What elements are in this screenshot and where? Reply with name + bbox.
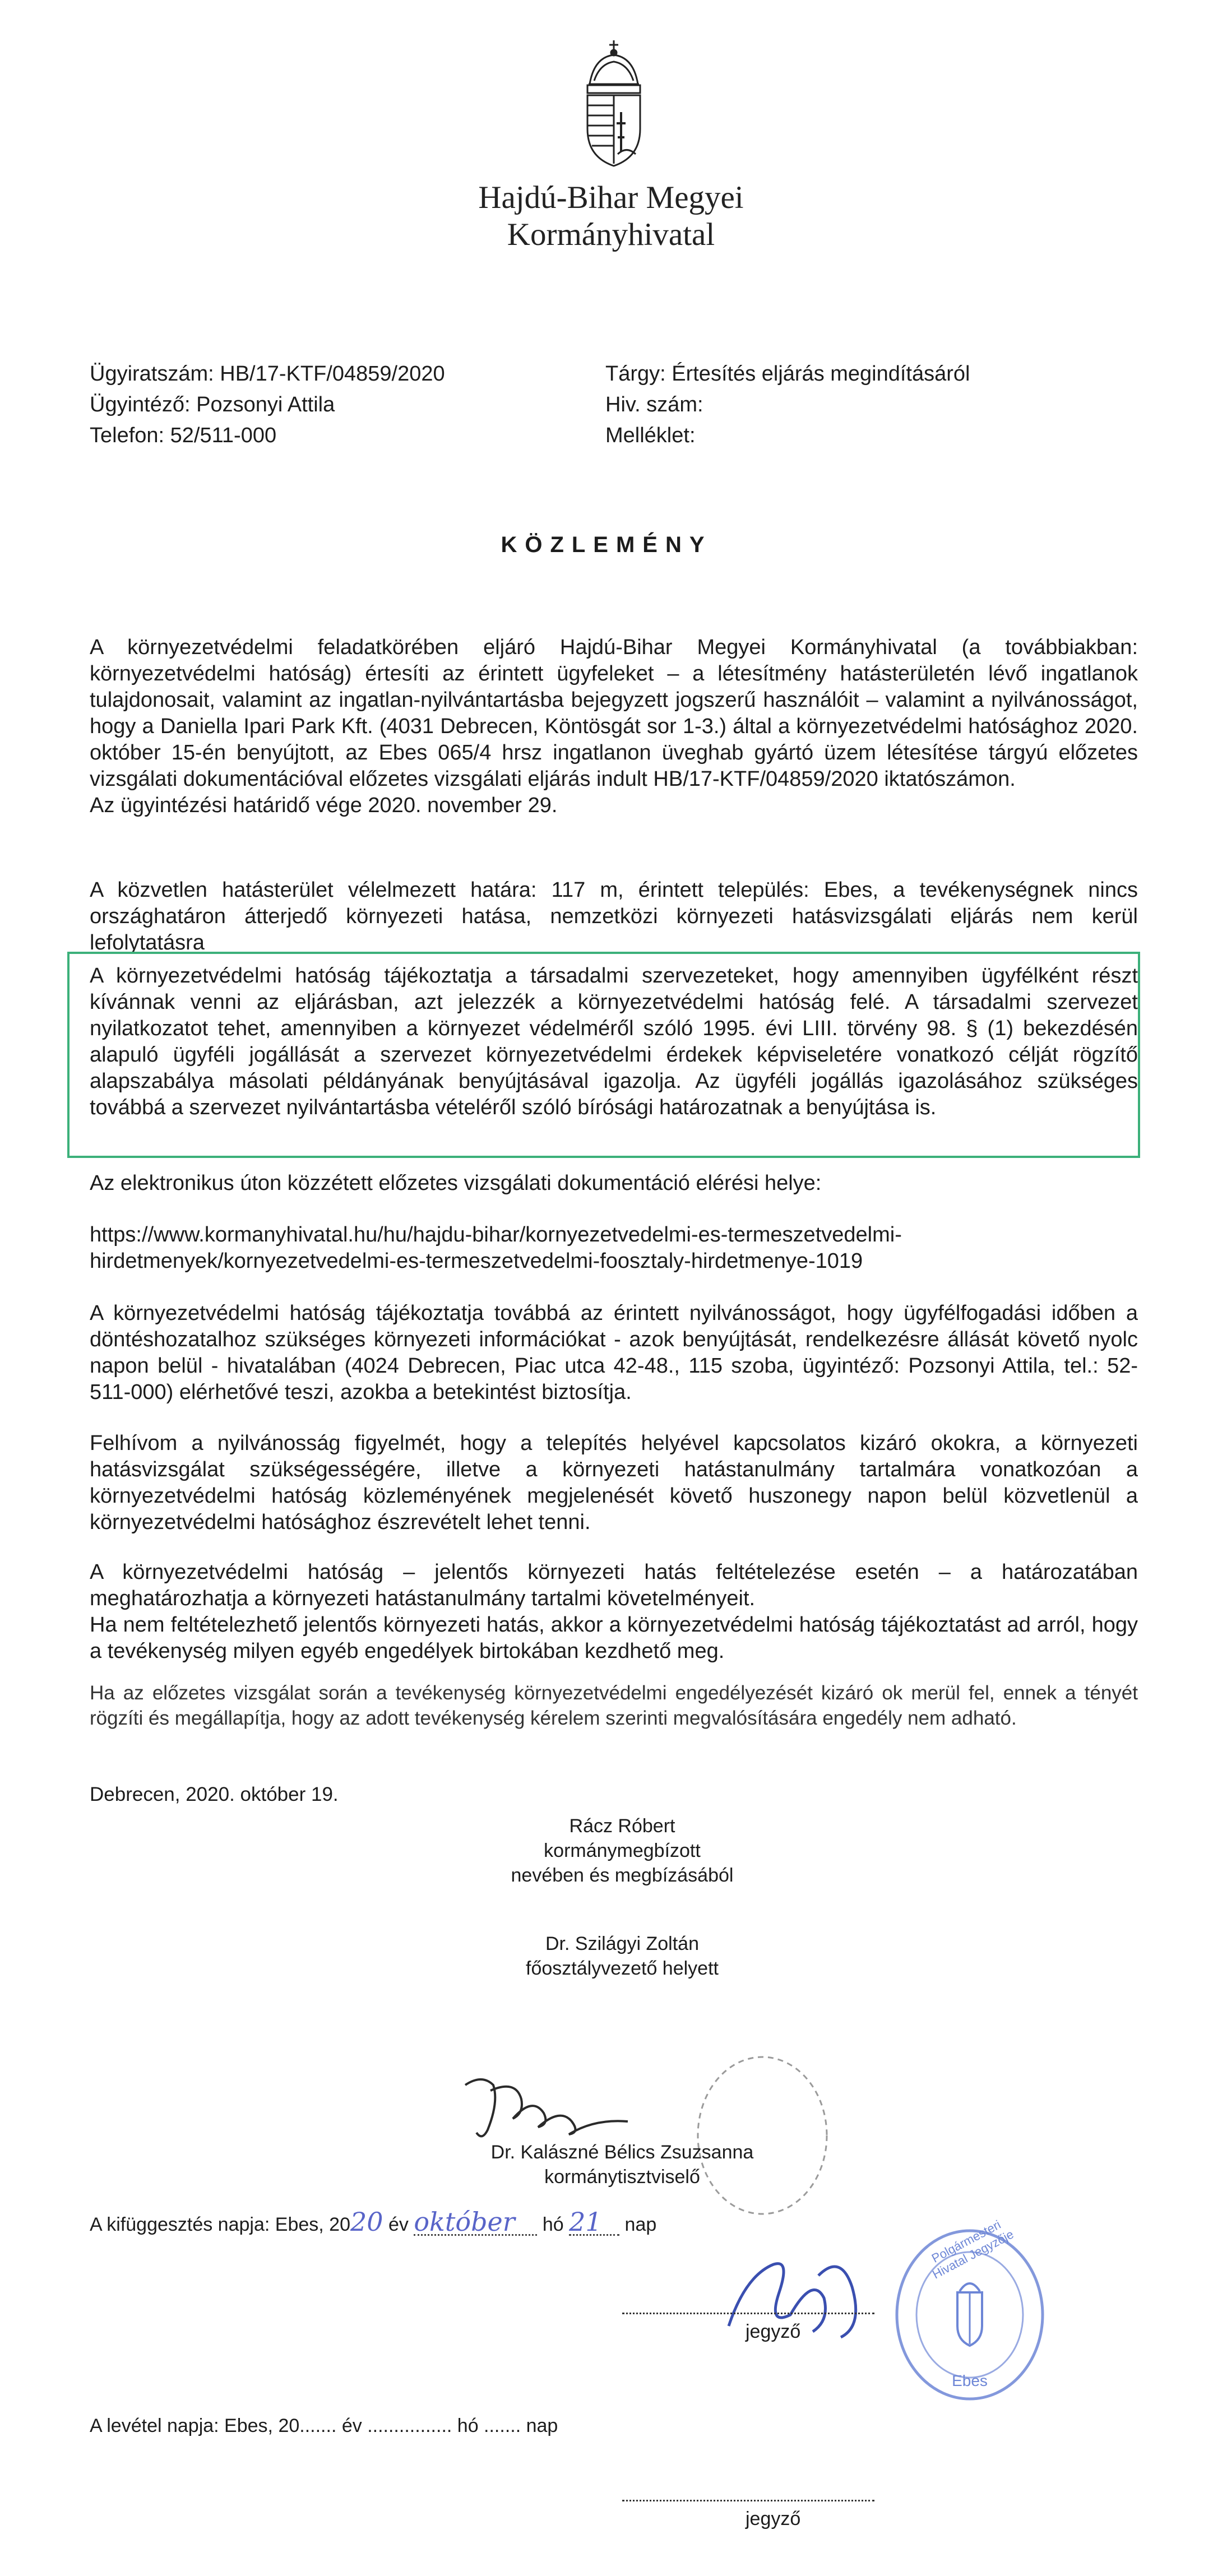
posting-month: október	[414, 2209, 537, 2236]
posting-signature-line	[622, 2313, 874, 2314]
posting-jegyzo: jegyző	[746, 2321, 801, 2342]
coat-of-arms-logo	[577, 39, 650, 168]
meta-right	[605, 359, 970, 451]
document-title: KÖZLEMÉNY	[501, 532, 712, 557]
round-stamp-faint	[689, 2046, 835, 2225]
paragraph-7a: A környezetvédelmi hatóság – jelentős környezeti hatás feltételezése esetén – a határozatában meghatározhatja a környezeti hatástanulmány tartalmi követelményeit.	[90, 1560, 1138, 1610]
paragraph-intro	[90, 634, 1138, 819]
url-line-1[interactable]: https://www.kormanyhivatal.hu/hu/hajdu-bihar/kornyezetvedelmi-es-termeszetvedelmi-	[90, 1223, 902, 1247]
reference-number: Hiv. szám:	[605, 393, 703, 416]
deputy-title: főosztályvezető helyett	[526, 1958, 719, 1979]
url-line-2[interactable]: hirdetmenyek/kornyezetvedelmi-es-termeszetvedelmi-foosztaly-hirdetmenye-1019	[90, 1249, 863, 1273]
case-officer: Ügyintéző: Pozsonyi Attila	[90, 393, 335, 416]
removal-jegyzo: jegyző	[746, 2508, 801, 2529]
paragraph-7b: Ha nem feltételezhető jelentős környezeti hatás, akkor a környezetvédelmi hatóság tájékoztatást ad arról, hogy a tevékenység milyen egyéb engedélyek birtokában kezdhető meg.	[90, 1613, 1138, 1663]
signatory-title: kormánymegbízott	[544, 1840, 701, 1861]
posting-day: 21	[569, 2209, 619, 2236]
posting-date-line	[90, 2209, 656, 2237]
attachment: Melléklet:	[605, 424, 696, 447]
signatory-authority: nevében és megbízásából	[511, 1865, 734, 1886]
paragraph-6: Felhívom a nyilvánosság figyelmét, hogy a telepítés helyével kapcsolatos kizáró okokra, a környezeti hatásvizsgálat szükségességére, illetve a környezeti hatástanulmány tartalmára vonatkozóan a környezetvédelmi hatóság közleményének megjelenését követő huszonegy napon belül közvetlenül a környezetvédelmi hatósághoz észrevételt lehet tenni.	[90, 1431, 1138, 1534]
signatory-name: Rácz Róbert	[569, 1815, 675, 1837]
official-title: kormánytisztviselő	[544, 2166, 700, 2188]
posting-nap: nap	[624, 2214, 657, 2235]
official-name: Dr. Kalászné Bélics Zsuzsanna	[490, 2142, 754, 2163]
paragraph-2: A közvetlen hatásterület vélelmezett határa: 117 m, érintett település: Ebes, a tevékenységnek nincs országhatáron átterjedő környezeti hatása, nemzetközi környezeti hatásvizsgálati eljárás nem kerül lefolytatásra	[90, 878, 1138, 955]
documentation-url[interactable]	[90, 1222, 1138, 1275]
phone: Telefon: 52/511-000	[90, 424, 277, 447]
deputy-name: Dr. Szilágyi Zoltán	[545, 1933, 699, 1954]
removal-date-line: A levétel napja: Ebes, 20....... év ................ hó ....... nap	[90, 2415, 558, 2436]
paragraph-7	[90, 1559, 1138, 1665]
deputy-block	[392, 1931, 852, 1981]
handwritten-signature	[460, 2068, 639, 2147]
posting-ho: hó	[542, 2214, 564, 2235]
organization-name	[448, 179, 774, 253]
org-name-line1: Hajdú-Bihar Megyei	[478, 180, 744, 215]
paragraph-4: Az elektronikus úton közzétett előzetes vizsgálati dokumentáció elérési helye:	[90, 1171, 822, 1195]
paragraph-8: Ha az előzetes vizsgálat során a tevékenység környezetvédelmi engedélyezését kizáró ok merül fel, ennek a tényét rögzíti és megállapítja, hogy az adott tevékenység kérelem szerinti megvalósítására engedély nem adható.	[90, 1682, 1138, 1729]
stamp-text-bottom: Ebes	[952, 2372, 988, 2389]
org-name-line2: Kormányhivatal	[507, 217, 715, 252]
paragraph-3: A környezetvédelmi hatóság tájékoztatja a társadalmi szervezeteket, hogy amennyiben ügyfélként részt kívánnak venni az eljárásban, azt jelezzék a környezetvédelmi hatóság felé. A társadalmi szervezet nyilatkozatot tehet, amennyiben a környezet védelméről szóló 1995. évi LIII. törvény 98. § (1) bekezdésén alapuló ügyféli jogállását a szervezet környezetvédelmi érdekek képviseletére vonatkozó célját rögzítő alapszabálya másolati példányának benyújtásával igazolja. Az ügyféli jogállás igazolásához szükséges továbbá a szervezet nyilvántartásba vételéről szóló bírósági határozatnak a benyújtása is.	[90, 964, 1138, 1119]
posting-ev: év	[388, 2214, 409, 2235]
subject: Tárgy: Értesítés eljárás megindításáról	[605, 362, 970, 386]
meta-left	[90, 359, 445, 451]
deadline-line: Az ügyintézési határidő vége 2020. november 29.	[90, 794, 558, 817]
date-place: Debrecen, 2020. október 19.	[90, 1783, 339, 1805]
signature-block	[392, 1814, 852, 1888]
paragraph-1: A környezetvédelmi feladatkörében eljáró Hajdú-Bihar Megyei Kormányhivatal (a továbbiakban: környezetvédelmi hatóság) értesíti az érintett ügyfeleket – a létesítmény hatásterületén lévő ingatlanok tulajdonosait, valamint az ingatlan-nyilvántartásba bejegyzett jogszerű használóit – valamint a nyilvánosságot, hogy a Daniella Ipari Park Kft. (4031 Debrecen, Köntösgát sor 1-3.) által a környezetvédelmi hatósághoz 2020. október 15-én benyújtott, az Ebes 065/4 hrsz ingatlanon üveghab gyártó üzem létesítése tárgyú előzetes vizsgálati dokumentációval előzetes vizsgálati eljárás indult HB/17-KTF/04859/2020 iktatószámon.	[90, 636, 1138, 791]
case-number: Ügyiratszám: HB/17-KTF/04859/2020	[90, 362, 445, 386]
posting-label: A kifüggesztés napja: Ebes, 20	[90, 2214, 350, 2235]
removal-signature-line	[622, 2500, 874, 2501]
stamp-text-top: Polgármesteri Hivatal Jegyzője	[929, 2217, 1016, 2282]
posting-year: 20	[350, 2207, 383, 2237]
official-block	[392, 2140, 852, 2189]
paragraph-5: A környezetvédelmi hatóság tájékoztatja továbbá az érintett nyilvánosságot, hogy ügyfélfogadási időben a döntéshozatalhoz szükséges környezeti információkat - azok benyújtását, rendelkezésre állását követő nyolc napon belül - hivatalában (4024 Debrecen, Piac utca 42-48., 115 szoba, ügyintéző: Pozsonyi Attila, tel.: 52-511-000) elérhetővé teszi, azokba a betekintést biztosítja.	[90, 1301, 1138, 1404]
